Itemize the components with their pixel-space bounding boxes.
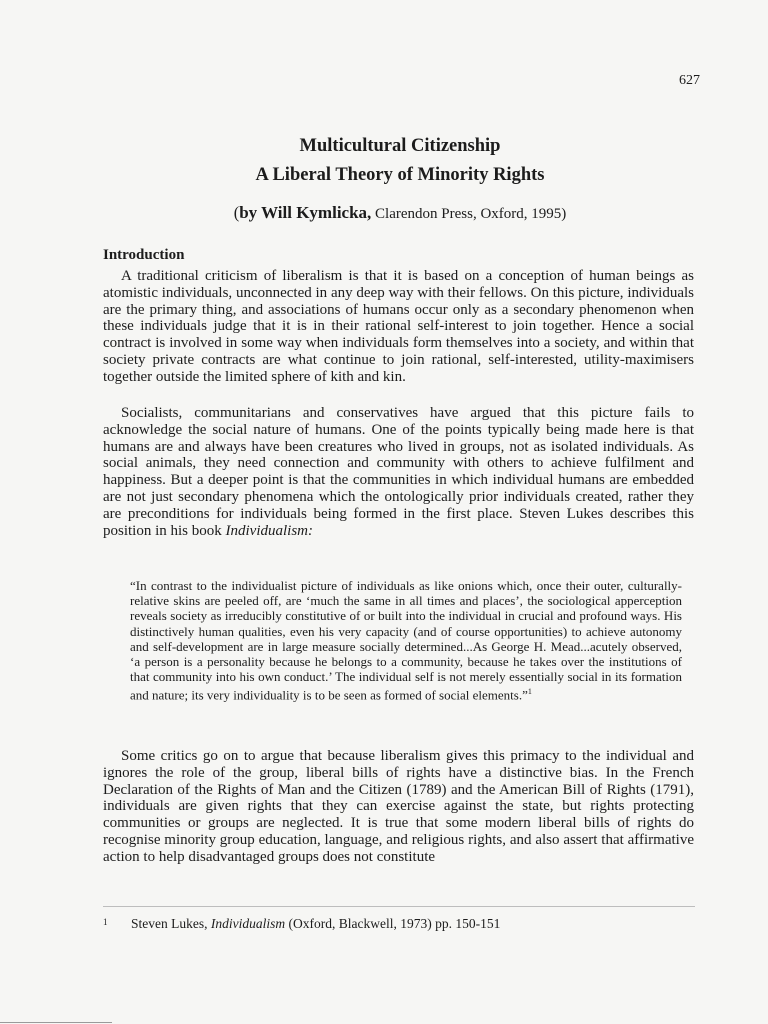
page-number: 627 [679,73,700,88]
block-quote-text: “In contrast to the individualist picture of individuals as like onions which, once their outer, culturally-relative skins are peeled off, are ‘much the same in all times and places’, the sociological apperception reveals society as irreducibly constitutive of or built into the individual in crucial and profound ways. His distinctively human qualities, even his very capacity (and of course opportunities) to achieve autonomy and self-development are in large measure socially determined...As George H. Mead...acutely observed, ‘a person is a personality because he belongs to a community, because he takes over the institutions of that community into his own conduct.’ The individual self is not merely essentially social in its formation and nature; its very individuality is to be seen as formed of social elements.” [130,578,682,703]
byline [100,203,700,223]
footnote-reference[interactable]: 1 [527,687,532,697]
paragraph-3: Some critics go on to argue that because liberalism gives this primacy to the individual and ignores the role of the group, liberal bills of rights have a distinctive bias. In the French Declaration of the Rights of Man and the Citizen (1789) and the American Bill of Rights (1791), individuals are given rights that they can exercise against the state, but rights protecting communities or groups are neglected. It is true that some modern liberal bills of rights do recognise minority group education, language, and religious rights, and also assert that affirmative action to help disadvantaged groups does not constitute [103,748,694,865]
block-quote [130,578,682,703]
byline-author: by Will Kymlicka, [239,203,372,222]
book-subtitle: A Liberal Theory of Minority Rights [255,165,545,185]
paragraph-2 [103,405,694,539]
paragraph-1: A traditional criticism of liberalism is that it is based on a conception of human beings as atomistic individuals, unconnected in any deep way with their fellows. On this picture, individuals are the primary thing, and associations of humans occur only as a secondary phenomenon when these individuals judge that it is in their rational self-interest to join together. Hence a social contract is involved in some way when individuals form themselves into a society, and within that society private contracts are what continue to join rational, self-interested, utility-maximisers together outside the limited sphere of kith and kin. [103,268,694,385]
footnote-divider [103,906,695,907]
footnote-details: (Oxford, Blackwell, 1973) pp. 150-151 [285,916,501,931]
footnote-title: Individualism [210,916,286,931]
paragraph-2-text: Socialists, communitarians and conservatives have argued that this picture fails to acknowledge the social nature of humans. One of the points typically being made here is that humans are and always have been creatures who lived in groups, not as isolated individuals. As social animals, they need connection and community with others to achieve fulfilment and happiness. But a deeper point is that the communities in which individual humans are embedded are not just secondary phenomena which the ontologically prior individuals created, rather they are preconditions for individuals being formed in the first place. Steven Lukes describes this position in his book [103,405,694,539]
book-title: Multicultural Citizenship [299,136,501,156]
footnote-author: Steven Lukes, [131,916,211,931]
byline-publisher: Clarendon Press, Oxford, 1995) [371,206,567,222]
section-heading: Introduction [103,247,185,263]
paragraph-2-book-title: Individualism: [225,522,314,539]
footnote [103,916,695,932]
bottom-edge-rule [0,1022,112,1023]
byline-open: ( [233,203,240,222]
footnote-number: 1 [103,917,108,927]
title-block [100,132,700,190]
